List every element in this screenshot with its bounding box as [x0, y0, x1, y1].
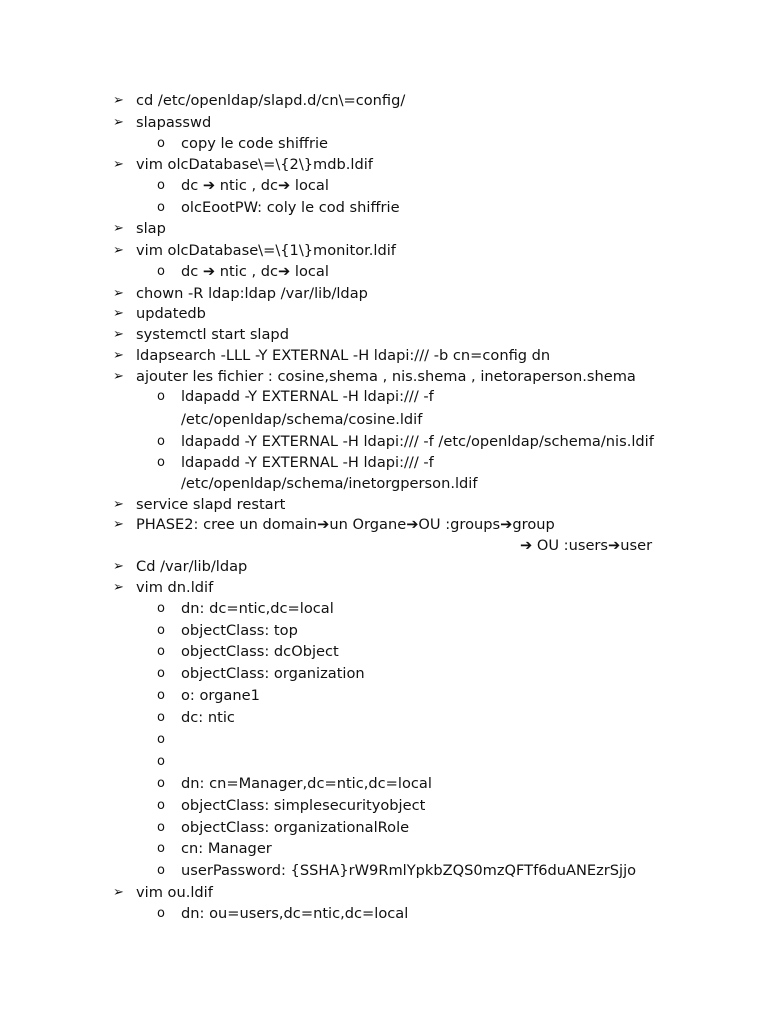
- circle-bullet-icon: o: [157, 732, 165, 747]
- list-item-text: vim dn.ldif: [136, 579, 214, 596]
- arrow-bullet-icon: ➢: [113, 497, 124, 512]
- list-item-text: objectClass: organizationalRole: [181, 819, 410, 836]
- list-item-text: objectClass: dcObject: [181, 643, 339, 660]
- circle-bullet-icon: o: [157, 623, 165, 638]
- list-item-text: PHASE2: cree un domain➔un Organe➔OU :groups➔group: [136, 516, 555, 533]
- list-item-text: slapasswd: [136, 114, 212, 131]
- list-item-text: vim olcDatabase\=\{1\}monitor.ldif: [136, 242, 396, 259]
- circle-bullet-icon: o: [157, 455, 165, 470]
- list-item-text: ajouter les fichier : cosine,shema , nis.shema , inetoraperson.shema: [136, 368, 636, 385]
- arrow-bullet-icon: ➢: [113, 559, 124, 574]
- list-item-text: ldapadd -Y EXTERNAL -H ldapi:/// -f: [181, 454, 434, 471]
- circle-bullet-icon: o: [157, 688, 165, 703]
- list-item-text: ➔ OU :users➔user: [520, 537, 653, 554]
- circle-bullet-icon: o: [157, 434, 165, 449]
- list-item-text: updatedb: [136, 305, 206, 322]
- list-item-text: dc ➔ ntic , dc➔ local: [181, 177, 329, 194]
- circle-bullet-icon: o: [157, 776, 165, 791]
- list-item-text: olcEootPW: coly le cod shiffrie: [181, 199, 400, 216]
- list-item-text: dc: ntic: [181, 709, 235, 726]
- circle-bullet-icon: o: [157, 754, 165, 769]
- list-item-text: slap: [136, 220, 166, 237]
- circle-bullet-icon: o: [157, 820, 165, 835]
- list-item-text: Cd /var/lib/ldap: [136, 558, 248, 575]
- list-item-text: dc ➔ ntic , dc➔ local: [181, 263, 329, 280]
- arrow-bullet-icon: ➢: [113, 157, 124, 172]
- list-item-text: copy le code shiffrie: [181, 135, 328, 152]
- circle-bullet-icon: o: [157, 644, 165, 659]
- arrow-bullet-icon: ➢: [113, 306, 124, 321]
- circle-bullet-icon: o: [157, 178, 165, 193]
- list-item-text: vim ou.ldif: [136, 884, 213, 901]
- arrow-bullet-icon: ➢: [113, 348, 124, 363]
- list-item-text: /etc/openldap/schema/inetorgperson.ldif: [181, 475, 478, 492]
- circle-bullet-icon: o: [157, 389, 165, 404]
- circle-bullet-icon: o: [157, 841, 165, 856]
- list-item-text: objectClass: simplesecurityobject: [181, 797, 426, 814]
- circle-bullet-icon: o: [157, 666, 165, 681]
- list-item-text: ldapsearch -LLL -Y EXTERNAL -H ldapi:/// -b cn=config dn: [136, 347, 551, 364]
- list-item-text: cd /etc/openldap/slapd.d/cn\=config/: [136, 92, 406, 109]
- arrow-bullet-icon: ➢: [113, 885, 124, 900]
- list-item-text: objectClass: top: [181, 622, 298, 639]
- arrow-bullet-icon: ➢: [113, 580, 124, 595]
- list-item-text: userPassword: {SSHA}rW9RmlYpkbZQS0mzQFTf6duANEzrSjjo: [181, 862, 637, 879]
- arrow-bullet-icon: ➢: [113, 243, 124, 258]
- arrow-bullet-icon: ➢: [113, 115, 124, 130]
- arrow-bullet-icon: ➢: [113, 517, 124, 532]
- arrow-bullet-icon: ➢: [113, 286, 124, 301]
- circle-bullet-icon: o: [157, 264, 165, 279]
- list-item-text: vim olcDatabase\=\{2\}mdb.ldif: [136, 156, 373, 173]
- list-item-text: systemctl start slapd: [136, 326, 289, 343]
- list-item-text: dn: ou=users,dc=ntic,dc=local: [181, 905, 409, 922]
- circle-bullet-icon: o: [157, 136, 165, 151]
- circle-bullet-icon: o: [157, 200, 165, 215]
- list-item-text: o: organe1: [181, 687, 260, 704]
- list-item-text: chown -R ldap:ldap /var/lib/ldap: [136, 285, 368, 302]
- list-item-text: service slapd restart: [136, 496, 286, 513]
- list-item-text: dn: cn=Manager,dc=ntic,dc=local: [181, 775, 432, 792]
- arrow-bullet-icon: ➢: [113, 93, 124, 108]
- list-item-text: cn: Manager: [181, 840, 272, 857]
- circle-bullet-icon: o: [157, 906, 165, 921]
- arrow-bullet-icon: ➢: [113, 327, 124, 342]
- circle-bullet-icon: o: [157, 798, 165, 813]
- list-item-text: /etc/openldap/schema/cosine.ldif: [181, 411, 423, 428]
- arrow-bullet-icon: ➢: [113, 221, 124, 236]
- list-item-text: ldapadd -Y EXTERNAL -H ldapi:/// -f: [181, 388, 434, 405]
- list-item-text: ldapadd -Y EXTERNAL -H ldapi:/// -f /etc/openldap/schema/nis.ldif: [181, 433, 654, 450]
- circle-bullet-icon: o: [157, 710, 165, 725]
- list-item-text: objectClass: organization: [181, 665, 365, 682]
- arrow-bullet-icon: ➢: [113, 369, 124, 384]
- circle-bullet-icon: o: [157, 863, 165, 878]
- circle-bullet-icon: o: [157, 601, 165, 616]
- list-item-text: dn: dc=ntic,dc=local: [181, 600, 334, 617]
